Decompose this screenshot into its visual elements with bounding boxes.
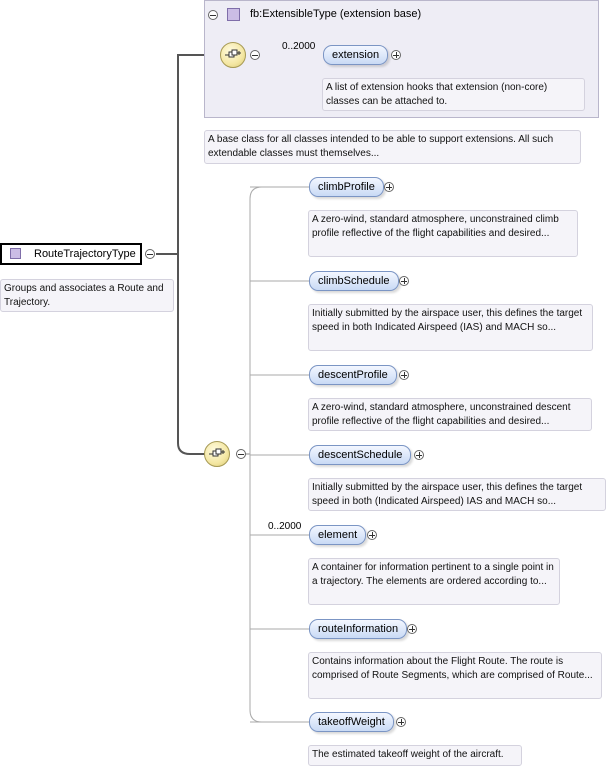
extension-cardinality: 0..2000 [282, 41, 316, 52]
element-climbProfile[interactable]: climbProfile [309, 177, 384, 197]
root-type-label: RouteTrajectoryType [34, 248, 136, 260]
expand-element-icon[interactable] [367, 530, 377, 540]
collapse-sequence-icon[interactable] [250, 50, 260, 60]
expand-extension-icon[interactable] [391, 50, 401, 60]
element-cardinality: 0..2000 [268, 521, 302, 532]
takeoffWeight-description: The estimated takeoff weight of the aircraft. [308, 745, 522, 766]
expand-routeInformation-icon[interactable] [407, 624, 417, 634]
complex-type-icon [227, 8, 240, 21]
collapse-root-icon[interactable] [145, 249, 155, 259]
element-descentProfile[interactable]: descentProfile [309, 365, 397, 385]
element-descentSchedule[interactable]: descentSchedule [309, 445, 411, 465]
collapse-extension-base-icon[interactable] [208, 10, 218, 20]
complex-type-icon [10, 248, 21, 259]
climbProfile-description: A zero-wind, standard atmosphere, unconstrained climb profile reflective of the flight capabilities and desired... [308, 210, 578, 257]
expand-descentProfile-icon[interactable] [399, 370, 409, 380]
collapse-sequence-icon[interactable] [236, 449, 246, 459]
extension-base-description: A base class for all classes intended to be able to support extensions. All such extendable classes must themselves... [204, 130, 581, 164]
extension-base-title: fb:ExtensibleType (extension base) [250, 8, 422, 20]
sequence-compositor-icon[interactable] [220, 42, 246, 68]
element-extension[interactable]: extension [323, 45, 388, 65]
root-description: Groups and associates a Route and Trajectory. [0, 279, 174, 312]
climbSchedule-description: Initially submitted by the airspace user, this defines the target speed in both Indicated Airspeed (IAS) and MACH so... [308, 304, 593, 351]
element-description: A container for information pertinent to a single point in a trajectory. The elements are ordered according to... [308, 558, 560, 605]
descentProfile-description: A zero-wind, standard atmosphere, unconstrained descent profile reflective of the flight capabilities and desired... [308, 398, 592, 431]
element-takeoffWeight[interactable]: takeoffWeight [309, 712, 394, 732]
expand-climbProfile-icon[interactable] [384, 182, 394, 192]
expand-climbSchedule-icon[interactable] [399, 276, 409, 286]
element-routeInformation[interactable]: routeInformation [309, 619, 407, 639]
routeInformation-description: Contains information about the Flight Route. The route is comprised of Route Segments, which are comprised of Route... [308, 652, 602, 699]
expand-takeoffWeight-icon[interactable] [396, 717, 406, 727]
descentSchedule-description: Initially submitted by the airspace user, this defines the target speed in both (Indicated Airspeed) IAS and MACH so... [308, 478, 606, 511]
sequence-compositor-icon[interactable] [204, 441, 230, 467]
root-type-box[interactable] [0, 243, 142, 265]
extension-description: A list of extension hooks that extension (non-core) classes can be attached to. [322, 78, 585, 111]
expand-descentSchedule-icon[interactable] [414, 450, 424, 460]
element-climbSchedule[interactable]: climbSchedule [309, 271, 399, 291]
element-element[interactable]: element [309, 525, 366, 545]
